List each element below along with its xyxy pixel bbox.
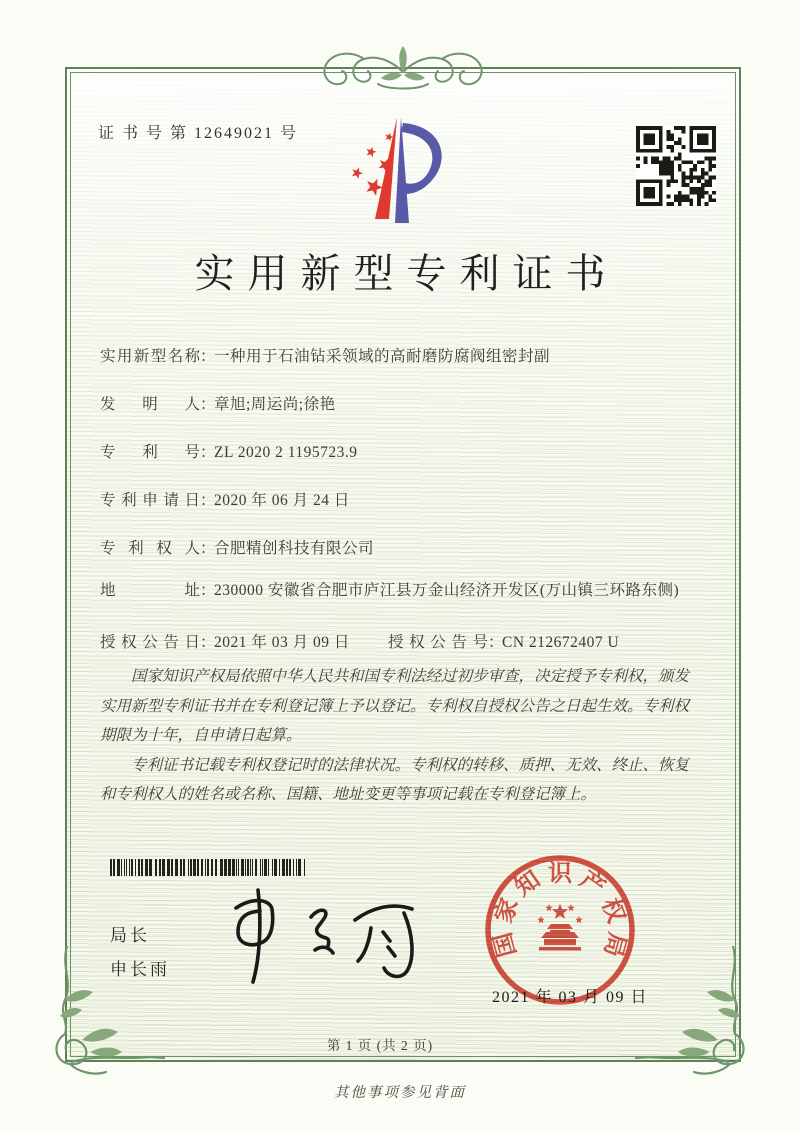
back-note: 其他事项参见背面 xyxy=(334,1085,466,1101)
certificate-number: 证 书 号 第 12649021 号 xyxy=(98,125,299,142)
cnipa-logo-icon xyxy=(345,113,470,223)
svg-text:局: 局 xyxy=(598,929,630,960)
page-number: 第 1 页 (共 2 页) xyxy=(326,1038,434,1053)
field-label: 授权公告号 xyxy=(388,634,488,651)
director-title: 局长 xyxy=(110,926,150,945)
field-row-address: 地址：230000 安徽省合肥市庐江县万金山经济开发区(万山镇三环路东侧) xyxy=(100,579,710,603)
director-name: 申长雨 xyxy=(110,960,170,979)
svg-text:权: 权 xyxy=(596,895,629,927)
field-value: 一种用于石油钻采领域的高耐磨防腐阀组密封副 xyxy=(214,348,551,365)
field-label: 发明人 xyxy=(100,396,200,413)
field-row-filing-date: 专利申请日：2020 年 06 月 24 日 xyxy=(100,489,710,513)
barcode-icon xyxy=(110,859,310,876)
field-value: ZL 2020 2 1195723.9 xyxy=(214,444,358,461)
field-label: 授权公告日 xyxy=(100,634,200,651)
field-label: 专利权人 xyxy=(100,540,200,557)
field-value: 章旭;周运尚;徐艳 xyxy=(214,396,336,413)
legal-paragraph-1: 国家知识产权局依照中华人民共和国专利法经过初步审查，决定授予专利权，颁发实用新型专利证书并在专利登记簿上予以登记。专利权自授权公告之日起生效。专利权期限为十年，自申请日起算。 xyxy=(100,668,690,744)
svg-text:家: 家 xyxy=(491,895,524,927)
field-value: 2020 年 06 月 24 日 xyxy=(214,492,350,509)
svg-text:国: 国 xyxy=(490,929,522,960)
field-grant-number: 授权公告号：CN 212672407 U xyxy=(388,631,619,655)
field-row-invention-name: 实用新型名称：一种用于石油钻采领域的高耐磨防腐阀组密封副 xyxy=(100,345,710,369)
legal-text xyxy=(100,662,702,810)
seal-date: 2021 年 03 月 09 日 xyxy=(492,989,649,1006)
svg-text:产: 产 xyxy=(574,866,610,902)
field-value: 2021 年 03 月 09 日 xyxy=(214,634,350,651)
certificate-title: 实用新型专利证书 xyxy=(194,251,619,296)
legal-paragraph-2: 专利证书记载专利权登记时的法律状况。专利权的转移、质押、无效、终止、恢复和专利权人的姓名或名称、国籍、地址变更等事项记载在专利登记簿上。 xyxy=(100,756,690,803)
director-signature-icon xyxy=(218,884,428,986)
field-label: 专利号 xyxy=(100,444,200,461)
field-row-inventors: 发明人：章旭;周运尚;徐艳 xyxy=(100,393,710,417)
field-row-grant-date: 授权公告日：2021 年 03 月 09 日 授权公告号：CN 212672407 U xyxy=(100,631,710,655)
field-value: 230000 安徽省合肥市庐江县万金山经济开发区(万山镇三环路东侧) xyxy=(214,582,680,599)
field-row-patent-number: 专利号：ZL 2020 2 1195723.9 xyxy=(100,441,710,465)
svg-text:识: 识 xyxy=(548,861,572,887)
field-row-patentee: 专利权人：合肥精创科技有限公司 xyxy=(100,537,710,561)
svg-text:知: 知 xyxy=(510,866,546,902)
field-value: 合肥精创科技有限公司 xyxy=(214,540,375,557)
field-label: 实用新型名称 xyxy=(100,348,200,365)
field-value: CN 212672407 U xyxy=(502,634,620,651)
field-label: 地址 xyxy=(100,582,200,599)
qr-code-icon xyxy=(636,126,716,206)
field-label: 专利申请日 xyxy=(100,492,200,509)
